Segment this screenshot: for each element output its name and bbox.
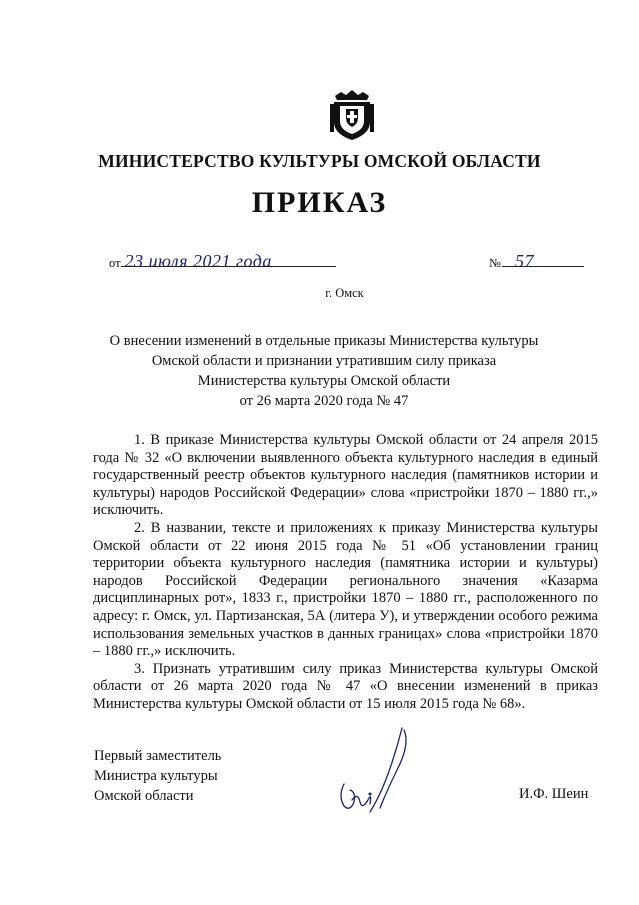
position-line: Первый заместитель [94, 748, 222, 764]
paragraph-3: 3. Признать утратившим силу приказ Министерства культуры Омской области от 26 марта 2020 года № 47 «О внесении изменений в приказ Министерства культуры Омской области от 15 июля 2015 года № 68». [93, 660, 598, 712]
date-handwritten: 23 июля 2021 года [124, 251, 272, 271]
signatory-position [94, 746, 221, 806]
date-field [109, 251, 272, 272]
number-prefix: № [489, 256, 501, 270]
position-line: Омской области [94, 788, 194, 804]
omsk-coat-of-arms-icon [329, 86, 375, 142]
date-underline [121, 266, 336, 267]
signatory-name: И.Ф. Шеин [519, 786, 589, 802]
number-field [489, 251, 534, 272]
document-type-title: ПРИКАЗ [251, 186, 388, 219]
subject-line: от 26 марта 2020 года № 47 [239, 393, 409, 409]
order-subject [90, 331, 558, 411]
paragraph-2: 2. В названии, тексте и приложениях к приказу Министерства культуры Омской области от 22 июня 2015 года № 51 «Об установлении границ территории объекта культурного наследия (памятника истории и культуры) народов Российской Федерации регионального значения «Казарма дисциплинарных рот», 1833 г., пристройки 1870 – 1880 гг., расположенного по адресу: г. Омск, ул. Партизанская, 5А (литера У), и утверждении особого режима использования земельных участков в данных границах» слова «пристройки 1870 – 1880 гг.,» исключить. [93, 519, 598, 660]
order-body [93, 432, 598, 714]
subject-line: Омской области и признании утратившим силу приказа [151, 353, 497, 369]
date-prefix: от [109, 256, 121, 270]
number-underline [502, 266, 584, 267]
handwritten-signature-icon [330, 722, 440, 822]
subject-line: О внесении изменений в отдельные приказы Министерства культуры [109, 333, 539, 349]
number-handwritten: 57 [514, 251, 534, 271]
subject-line: Министерства культуры Омской области [197, 373, 451, 389]
ministry-title: МИНИСТЕРСТВО КУЛЬТУРЫ ОМСКОЙ ОБЛАСТИ [98, 151, 541, 171]
paragraph-1: 1. В приказе Министерства культуры Омской области от 24 апреля 2015 года № 32 «О включении выявленного объекта культурного наследия в единый государственный реестр объектов культурного наследия (памятников истории и культуры) народов Российской Федерации» слова «пристройки 1870 – 1880 гг.,» исключить. [93, 432, 598, 519]
city-label: г. Омск [325, 286, 364, 300]
position-line: Министра культуры [94, 768, 218, 784]
